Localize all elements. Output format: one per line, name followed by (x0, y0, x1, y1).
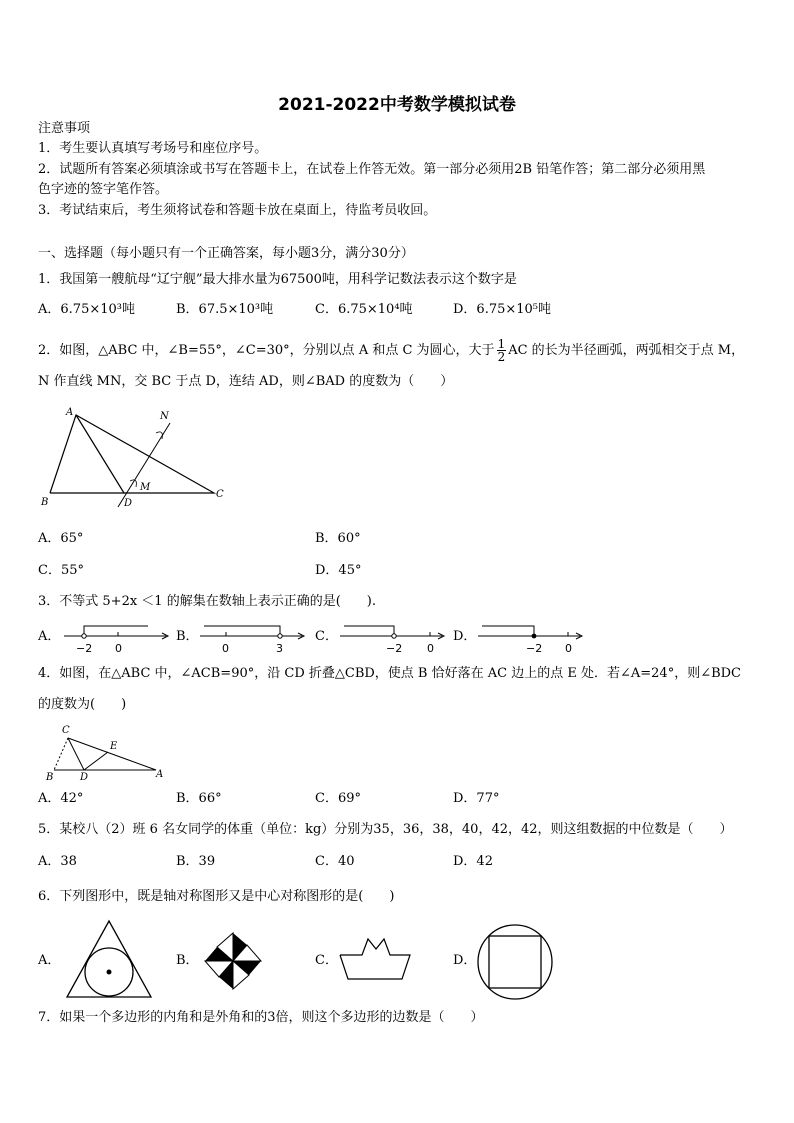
q6-option-a[interactable]: A． (38, 953, 61, 968)
fraction-numerator: 1 (497, 337, 506, 351)
q3-option-d[interactable]: D． (453, 629, 477, 644)
q3-number-line-c (338, 618, 448, 654)
q2-option-c[interactable]: C．55° (38, 563, 84, 578)
q1-option-a[interactable]: A．6.75×10³吨 (38, 302, 135, 317)
q2-option-a[interactable]: A．65° (38, 531, 84, 546)
q2-option-b[interactable]: B．60° (315, 531, 361, 546)
fraction-denominator: 2 (497, 350, 506, 364)
tick-label: −2 (76, 642, 93, 655)
tick-label: −2 (386, 642, 403, 655)
q4-option-c[interactable]: C．69° (315, 791, 361, 806)
q5-option-a[interactable]: A．38 (38, 854, 77, 869)
q6-option-d[interactable]: D． (453, 953, 477, 968)
q6-option-c[interactable]: C． (315, 953, 338, 968)
q3-option-c[interactable]: C． (315, 629, 338, 644)
segment-de (84, 752, 108, 770)
triangle-abc (50, 415, 214, 493)
notice-heading: 注意事项 (38, 121, 91, 136)
q4-option-a[interactable]: A．42° (38, 791, 84, 806)
q6-option-b[interactable]: B． (176, 953, 199, 968)
q6-figure-c (338, 933, 414, 983)
q2-stem-part3: N 作直线 MN，交 BC 于点 D，连结 AD，则∠BAD 的度数为（ ） (38, 374, 454, 389)
q3-number-line-b (198, 620, 308, 656)
q5-option-c[interactable]: C．40 (315, 854, 355, 869)
point-label-m: M (140, 482, 151, 493)
notice-item: 色字迹的签字笔作答。 (38, 182, 169, 197)
q4-stem-part2: 的度数为( ) (38, 697, 127, 712)
q1-option-b[interactable]: B．67.5×10³吨 (176, 302, 274, 317)
q3-number-line-a (62, 620, 172, 656)
q6-figure-b (203, 931, 263, 991)
point-label-d: D (80, 772, 89, 783)
question-7-stem: 7．如果一个多边形的内角和是外角和的3倍，则这个多边形的边数是（ ） (38, 1010, 484, 1025)
point-label-a: A (66, 407, 74, 418)
point-label-d: D (124, 498, 133, 509)
tick-label: 0 (222, 642, 229, 655)
segment-cb-dashed (54, 738, 68, 770)
q3-option-b[interactable]: B． (176, 629, 199, 644)
q4-option-d[interactable]: D．77° (453, 791, 500, 806)
q2-figure (36, 405, 236, 510)
point-label-a: A (156, 769, 164, 780)
notice-item: 2．试题所有答案必须填涂或书写在答题卡上，在试卷上作答无效。第一部分必须用2B 铅笔作答；第二部分必须用黑 (38, 162, 706, 177)
tick-label: 0 (427, 642, 434, 655)
point-label-b: B (46, 772, 54, 783)
q1-option-d[interactable]: D．6.75×10⁵吨 (453, 302, 552, 317)
tick-label: 3 (276, 642, 283, 655)
point-label-n: N (160, 411, 169, 422)
question-2-stem (38, 338, 744, 363)
q3-number-line-d (476, 618, 586, 654)
notice-item: 3．考试结束后，考生须将试卷和答题卡放在桌面上，待监考员收回。 (38, 203, 437, 218)
q1-option-c[interactable]: C．6.75×10⁴吨 (315, 302, 413, 317)
arc-mark-n (156, 432, 162, 439)
question-3-stem: 3．不等式 5+2x ＜1 的解集在数轴上表示正确的是( ). (38, 594, 376, 609)
tick-label: 0 (565, 642, 572, 655)
q5-option-d[interactable]: D．42 (453, 854, 493, 869)
q6-figure-d (475, 922, 555, 1002)
point-label-b: B (41, 497, 49, 508)
question-6-stem: 6．下列图形中，既是轴对称图形又是中心对称图形的是( ) (38, 889, 395, 904)
q4-option-b[interactable]: B．66° (176, 791, 222, 806)
q2-option-d[interactable]: D．45° (315, 563, 362, 578)
tick-label: 0 (115, 642, 122, 655)
question-1-stem: 1．我国第一艘航母“辽宁舰”最大排水量为67500吨，用科学记数法表示这个数字是 (38, 272, 517, 287)
q2-stem-part2: AC 的长为半径画弧，两弧相交于点 M， (508, 343, 745, 358)
q6-figure-a (63, 919, 155, 999)
point-label-c: C (62, 725, 70, 736)
question-4-stem: 4．如图，在△ABC 中，∠ACB=90°，沿 CD 折叠△CBD，使点 B 恰好落在 AC 边上的点 E 处．若∠A=24°，则∠BDC (38, 666, 742, 681)
q5-option-b[interactable]: B．39 (176, 854, 216, 869)
point-label-c: C (216, 489, 224, 500)
notice-item: 1．考生要认真填写考场号和座位序号。 (38, 141, 268, 156)
page-title: 2021-2022中考数学模拟试卷 (278, 95, 516, 115)
tick-label: −2 (526, 642, 543, 655)
q4-figure (40, 722, 170, 784)
question-5-stem: 5．某校八（2）班 6 名女同学的体重（单位：kg）分别为35，36，38，40，42，42，则这组数据的中位数是（ ） (38, 822, 733, 837)
segment-ad (76, 415, 124, 493)
q2-stem-part1: 2．如图，△ABC 中，∠B=55°，∠C=30°，分别以点 A 和点 C 为圆心，大于 (38, 343, 495, 358)
half-fraction (497, 338, 507, 363)
point-label-e: E (110, 741, 118, 752)
q3-option-a[interactable]: A． (38, 629, 61, 644)
section-heading: 一、选择题（每小题只有一个正确答案，每小题3分，满分30分） (38, 246, 414, 261)
